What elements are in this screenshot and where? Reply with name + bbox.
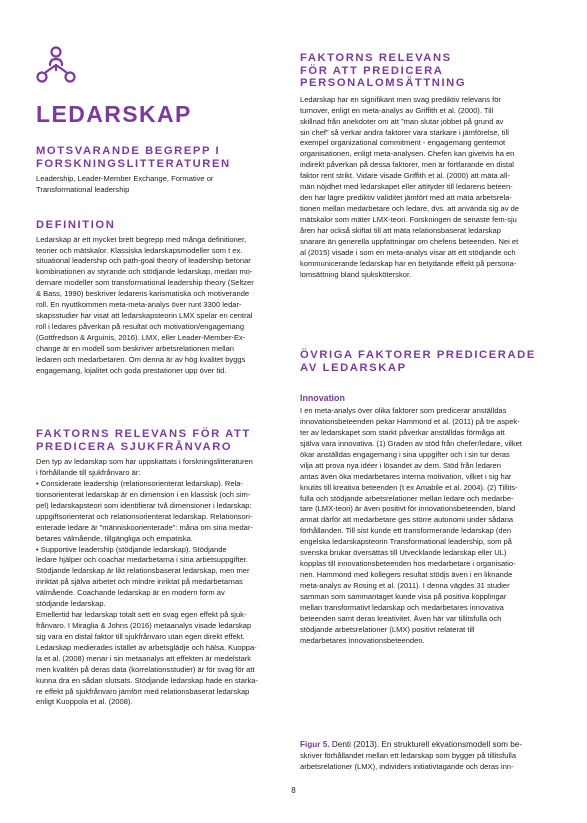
text-line: annat därför att medarbetare ges större autonomi under sådana (300, 515, 514, 525)
text-line: & Bass, 1990) beskriver ledarens karismatiska och motiverande (36, 289, 250, 299)
text-line: exempel organizational commitment - engagemang gentemot (300, 138, 506, 148)
text-line: betares välmående, tillgängliga och empatiska. (36, 533, 193, 543)
text-line: män nöjdhet med ledarskapet eller attityder till ledarens beteen- (300, 182, 513, 192)
text-line: själva vara innovativa. (1) Graden av stöd från chefer/ledare, vilket (300, 438, 522, 448)
text-line: Ledarskap är ett mycket brett begrepp med många definitioner, (36, 234, 247, 244)
text-line: Transformational leadership (36, 185, 130, 195)
text-line: ledare hjälper och coachar medarbetarna i sina arbetsuppgifter. (36, 555, 248, 565)
text-line: situational leadership och path-goal theory of leadership betonar (36, 256, 251, 266)
text-line: (Gottfredson & Arguinis, 2016). LMX, eller Leader-Member-Ex- (36, 332, 246, 342)
text-line: stödjande arbetsrelationer (LMX) positivt relaterat till (300, 624, 475, 634)
page-title: LEDARSKAP (36, 101, 192, 127)
text-line: teorier och mätskalor. Klassiska ledarskapsmodeller som t ex. (36, 245, 243, 255)
text-line: välmående. Coachande ledarskap är en modern form av (36, 588, 225, 598)
text-line: skriver förhållandet mellan ett ledarskap som bygger på tillitsfulla (300, 750, 517, 760)
text-line: vilja att prova nya idéer i lösandet av dem. Stöd från ledaren (300, 460, 501, 470)
text-line: turnover, enligt en meta-analys av Griffith et al. (2000). Till (300, 105, 494, 115)
text-line: engelska ledarskapsteorin Transformational leadership, som på (300, 537, 512, 547)
text-line: uppgiftsorienterat och relationsorienterat ledarskap. Relationsori- (36, 511, 253, 521)
text-line: knutits till kreativa beteenden (t ex Amabile et al. 2004). (2) Tillits- (300, 482, 518, 492)
text-line: skillnad från anekdoter om att ”man slutar jobbet på grund av (300, 116, 504, 126)
definition-body (36, 235, 286, 377)
section-heading-line: AV LEDARSKAP (300, 361, 407, 374)
text-line: mellan transformativt ledarskap och medarbetares innovativa (300, 602, 504, 612)
section-heading-line: FORSKNINGSLITTERATUREN (36, 157, 231, 170)
text-line: ledaren och medarbetaren. Om denna är av hög kvalitet byggs (36, 354, 246, 364)
text-line: antas även öka medarbetares interna motivation, vilket i sig har (300, 471, 512, 481)
text-line: roll. En nyuttkommen meta-meta-analys över runt 3300 ledar- (36, 300, 242, 310)
text-line: kunna dra en sådan slutsats. Stödjande ledarskap hade en starka- (36, 675, 258, 685)
definition-section (36, 219, 286, 377)
team-network-icon (36, 46, 76, 89)
innovation-heading: Innovation (300, 393, 345, 404)
text-line: Emellertid har ledarskap totalt sett en svag egen effekt på sjuk- (36, 610, 247, 620)
text-line: sin chef” så verkar andra faktorer vara starkare i jämförelse, till (300, 127, 509, 137)
text-line: Stödjande ledarskap är likt relationsbaserat ledarskap, men mer (36, 566, 250, 576)
text-line: inriktat på själva arbetet och mindre inriktat på medarbetarnas (36, 577, 243, 587)
sickness-body (36, 457, 286, 708)
text-line: fulla och stödjande arbetsrelationer mellan ledare och medarbe- (300, 493, 514, 503)
text-line: frånvaro. I Miraglia & Johns (2016) metaanalys visade ledarskap (36, 621, 252, 631)
text-line: medarbetares innovationsbeteenden. (300, 635, 425, 645)
text-line: ökar anställdas engagemang i sina uppgifter och i sin tur deras (300, 449, 510, 459)
related-terms-section (36, 145, 286, 196)
text-line: arbetsrelationer (LMX), individers initiativtagande och deras inn- (300, 761, 514, 771)
text-line: åren har också skiftat till att mäta relationsbaserat ledarskap (300, 225, 501, 235)
text-line: samman som sammantaget kunde visa på positiva kopplingar (300, 591, 507, 601)
text-line: nen. Hammond med kollegers resultat stödjs även i en liknande (300, 570, 513, 580)
text-line: enligt Kuoppola et al. (2008). (36, 697, 133, 707)
text-line: stödjande ledarskap. (36, 599, 106, 609)
text-line: faktor rent strikt. Vidare visade Griffith et al. (2000) att mäta all- (300, 171, 510, 181)
text-line: Ledarskap medierades istället av arbetsglädje och hälsa. Kuoppa- (36, 642, 257, 652)
text-line: ter av ledarskapet som starkt påverkar anställdas förmåga att (300, 428, 505, 438)
text-line: men kvalitén på deras data (korrelationsstudier) är för svag för att (36, 664, 255, 674)
text-line: förhållanden. Till sist kunde ett transformerande ledarskap (den (300, 526, 512, 536)
section-heading-line: FAKTORNS RELEVANS FÖR ATT (36, 428, 251, 440)
text-line: roll i ledares påverkan på resultat och motivation/engagemang (36, 321, 245, 331)
page-number: 8 (291, 786, 296, 795)
text-line: tionen mellan medarbetare och ledare, dvs. att använda sig av de (300, 204, 519, 213)
text-line: re effekt på sjukfrånvaro jämfört med relationsbaserat ledarskap (36, 686, 250, 696)
figure-caption (300, 740, 552, 773)
text-line: kombinationen av styrande och stödjande ledarskap, medan mo- (36, 267, 253, 277)
text-line: al (2015) visade i som en meta-analys visar att ett stödjande och (300, 247, 516, 257)
definition-heading: DEFINITION (36, 219, 116, 231)
other-factors-section (300, 349, 552, 646)
text-line: engagemang, lojalitet och goda prestationer upp över tid. (36, 365, 227, 375)
text-line: skapsstudier har visat att ledarskapsteorin LMX spelar en central (36, 311, 253, 321)
text-line: enterade ledare är ”människoorienterade”: måna om sina medar- (36, 522, 253, 532)
text-line: Ledarskap har en signifikant men svag prediktiv relevans för (300, 94, 501, 104)
figure-caption-line (300, 740, 552, 751)
section-heading-line: ÖVRIGA FAKTORER PREDICERADE (300, 349, 536, 361)
text-line: Leadership, Leader-Member Exchange, Formative or (36, 174, 214, 184)
text-line: sig vara en distal faktor till sjukfrånvaro utan egen direkt effekt. (36, 631, 245, 641)
text-line: Den typ av ledarskap som har uppskattats i forskningslitteraturen (36, 457, 253, 467)
text-line: I en meta-analys över olika faktorer som predicerar anställdas (300, 406, 507, 416)
text-line: Denti (2013). En strukturell ekvationsmodell som be- (329, 740, 523, 749)
innovation-body (300, 406, 552, 646)
section-heading-line: FÖR ATT PREDICERA (300, 64, 444, 77)
text-line: change är en modell som beskriver arbetsrelationen mellan (36, 343, 234, 353)
text-line: mätskalor som mäter LMX-teori. Forskningen de senaste fem-sju (300, 214, 517, 224)
text-line: dernare modeller som transformational leadership theory (Seltzer (36, 278, 254, 288)
text-line: tare (LMX-teori) är även positivt för innovationsbeteenden, bland (300, 504, 516, 514)
section-heading-line: PERSONALOMSÄTTNING (300, 77, 467, 90)
text-line: kopplas till innovationsbeteenden hos medarbetare i organisatio- (300, 559, 516, 569)
section-heading-line: FAKTORNS RELEVANS (300, 52, 452, 64)
turnover-body (300, 95, 552, 281)
text-line: beteenden samt deras kreativitet. Även här var tillitsfulla och (300, 613, 502, 623)
text-line: snarare än generella uppfattningar om chefens beteenden. Nei et (300, 236, 519, 246)
figure-label: Figur 5. (300, 740, 330, 749)
text-line: la et al. (2008) menar i sin metaanalys att effekten är medelstark (36, 653, 252, 663)
text-line: innovationsbeteenden pekar Hammond et al. (2011) på tre aspek- (300, 417, 520, 427)
section-heading-line: PREDICERA SJUKFRÅNVARO (36, 440, 233, 453)
text-line: indirekt påverkan på dessa faktorer, men är fortfarande en distal (300, 160, 514, 170)
text-line: • Considerate leadership (relationsorienterat ledarskap). Rela- (36, 479, 243, 489)
text-line: den har lägre prediktiv validitet jämfört med att mäta arbetsrela- (300, 193, 512, 203)
sickness-section (36, 428, 286, 708)
text-line: pel) ledarskapsteori som identifierar två dimensioner i ledarskap: (36, 500, 252, 510)
text-line: organisationen, enligt meta-analysen. Chefen kan givetvis ha en (300, 149, 515, 159)
text-line: lomsättning bland sjuksköterskor. (300, 269, 412, 279)
text-line: svenska brukar översättas till Utvecklande ledarskap eller UL) (300, 548, 507, 558)
text-line: meta-analys av Rosing et al. (2011). I denna vägdes 31 studier (300, 580, 510, 590)
section-heading-line: MOTSVARANDE BEGREPP I (36, 145, 221, 157)
turnover-section (300, 52, 552, 280)
text-line: • Supportive leadership (stödjande ledarskap). Stödjande (36, 544, 227, 554)
text-line: kommunicerande ledarskap har en betydande effekt på persona- (300, 258, 517, 268)
text-line: tionsorienterat ledarskap är en dimension i en klassisk (och sim- (36, 489, 251, 499)
text-line: i förhållande till sjukfrånvaro är: (36, 468, 141, 478)
